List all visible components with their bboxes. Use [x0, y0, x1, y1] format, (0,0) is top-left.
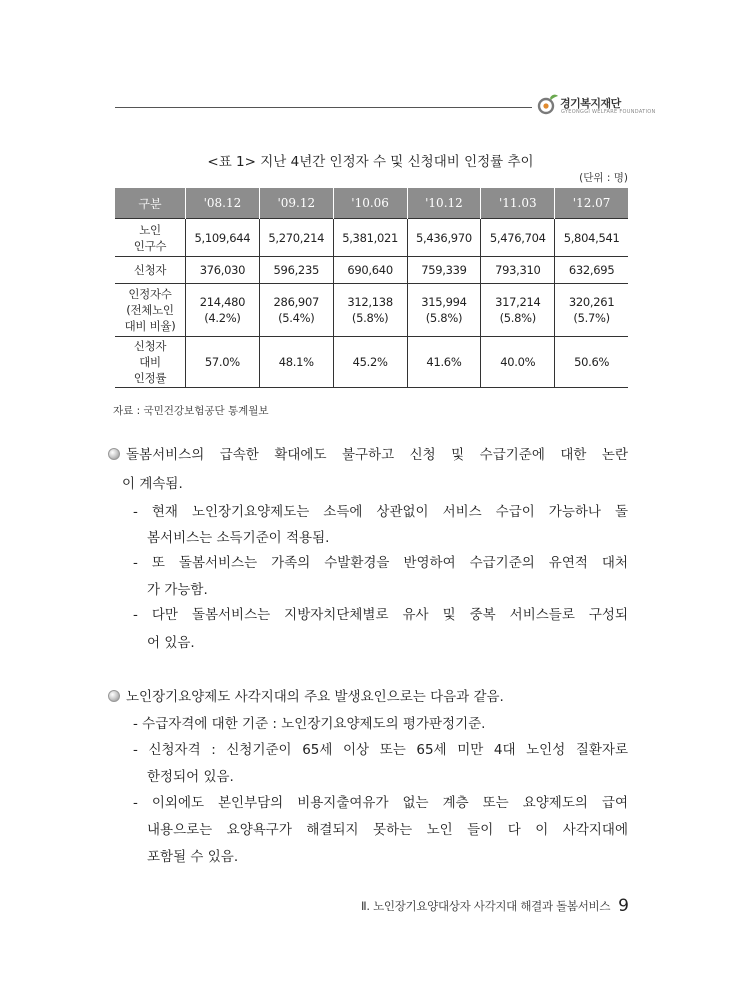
row-label: 신청자	[115, 257, 186, 284]
table-source: 자료 : 국민건강보험공단 통계월보	[113, 405, 269, 417]
page-number: 9	[618, 896, 629, 916]
section2-bullet-line1: 노인장기요양제도 사각지대의 주요 발생요인으로는 다음과 같음.	[126, 689, 504, 705]
section2-item3-line3: 포함될 수 있음.	[147, 849, 239, 865]
table-row	[115, 219, 628, 257]
table-cell: 57.0%	[186, 337, 260, 388]
table-cell: 50.6%	[555, 337, 628, 388]
stats-table	[115, 188, 628, 388]
section1-item2-line2: 가 가능함.	[147, 582, 208, 598]
table-cell: 312,138 (5.8%)	[333, 284, 407, 337]
table-row	[115, 284, 628, 337]
table-cell: 690,640	[333, 257, 407, 284]
table-unit: (단위 : 명)	[579, 172, 628, 184]
section1-bullet-line1: 돌봄서비스의 급속한 확대에도 불구하고 신청 및 수급기준에 대한 논란	[126, 447, 628, 463]
column-header: '12.07	[555, 188, 628, 219]
table-cell: 5,476,704	[481, 219, 555, 257]
table-row	[115, 337, 628, 388]
foundation-logo	[536, 92, 656, 118]
table-cell: 376,030	[186, 257, 260, 284]
section2-item3-line2: 내용으로는 요양욕구가 해결되지 못하는 노인 들이 다 이 사각지대에	[147, 822, 628, 838]
table-cell: 759,339	[407, 257, 481, 284]
table-cell: 5,436,970	[407, 219, 481, 257]
section2-item1-line1: - 수급자격에 대한 기준 : 노인장기요양제도의 평가판정기준.	[133, 716, 486, 732]
page-footer	[361, 895, 629, 916]
table-header-row	[115, 188, 628, 219]
section1-item1-line1: - 현재 노인장기요양제도는 소득에 상관없이 서비스 수급이 가능하나 돌	[133, 504, 628, 520]
column-header: '10.12	[407, 188, 481, 219]
table-cell: 5,109,644	[186, 219, 260, 257]
foundation-logo-icon	[536, 92, 560, 116]
table-cell: 596,235	[259, 257, 333, 284]
section2-item2-line2: 한정되어 있음.	[147, 769, 234, 785]
section2-item3-line1: - 이외에도 본인부담의 비용지출여유가 없는 계층 또는 요양제도의 급여	[133, 795, 628, 811]
table-cell: 45.2%	[333, 337, 407, 388]
table-cell: 315,994 (5.8%)	[407, 284, 481, 337]
row-label: 인정자수 (전체노인 대비 비율)	[115, 284, 186, 337]
table-cell: 632,695	[555, 257, 628, 284]
section2-bullet	[108, 685, 504, 705]
table-cell: 214,480 (4.2%)	[186, 284, 260, 337]
table-cell: 317,214 (5.8%)	[481, 284, 555, 337]
logo-subtitle: GYEONGGI WELFARE FOUNDATION	[561, 109, 656, 115]
section1-item2-line1: - 또 돌봄서비스는 가족의 수발환경을 반영하여 수급기준의 유연적 대처	[133, 555, 628, 571]
table-cell: 48.1%	[259, 337, 333, 388]
column-header: '08.12	[186, 188, 260, 219]
logo-name: 경기복지재단	[560, 97, 621, 110]
section1-item3-line2: 어 있음.	[147, 635, 195, 651]
column-header: '11.03	[481, 188, 555, 219]
header-rule	[115, 107, 532, 108]
section1-bullet	[108, 443, 628, 463]
column-header: '10.06	[333, 188, 407, 219]
table-cell: 40.0%	[481, 337, 555, 388]
table-cell: 5,270,214	[259, 219, 333, 257]
section2-item2-line1: - 신청자격 : 신청기준이 65세 이상 또는 65세 미만 4대 노인성 질환자로	[133, 742, 628, 758]
table-cell: 5,381,021	[333, 219, 407, 257]
section1-item1-line2: 봄서비스는 소득기준이 적용됨.	[147, 530, 330, 546]
table-cell: 320,261 (5.7%)	[555, 284, 628, 337]
table-row	[115, 257, 628, 284]
bullet-icon	[108, 448, 120, 460]
table-cell: 41.6%	[407, 337, 481, 388]
column-header: 구분	[115, 188, 186, 219]
table-title: <표 1> 지난 4년간 인정자 수 및 신청대비 인정률 추이	[207, 154, 534, 170]
table-cell: 793,310	[481, 257, 555, 284]
section1-item3-line1: - 다만 돌봄서비스는 지방자치단체별로 유사 및 중복 서비스들로 구성되	[133, 607, 628, 623]
footer-chapter-title: Ⅱ. 노인장기요양대상자 사각지대 해결과 돌봄서비스	[361, 899, 611, 913]
column-header: '09.12	[259, 188, 333, 219]
table-cell: 5,804,541	[555, 219, 628, 257]
row-label: 노인 인구수	[115, 219, 186, 257]
section1-bullet-line2: 이 계속됨.	[122, 476, 183, 492]
table-cell: 286,907 (5.4%)	[259, 284, 333, 337]
row-label: 신청자 대비 인정률	[115, 337, 186, 388]
bullet-icon	[108, 690, 120, 702]
